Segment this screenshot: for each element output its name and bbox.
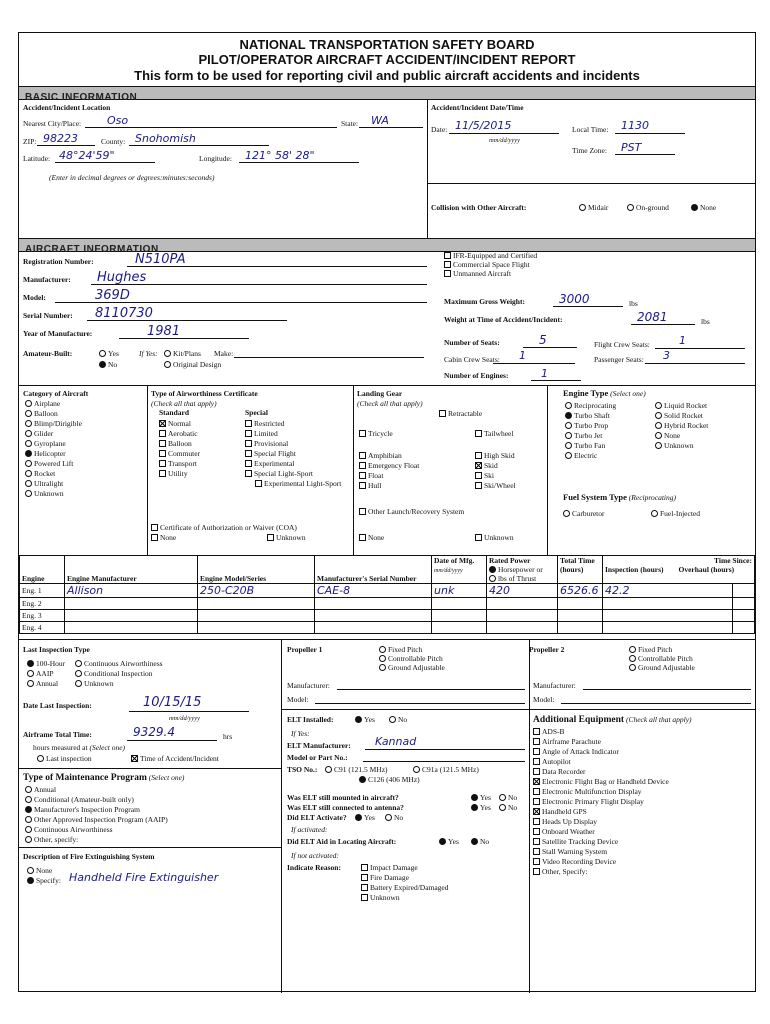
city-label: Nearest City/Place:	[23, 119, 82, 128]
equip-6[interactable]: Electronic Multifunction Display	[533, 787, 642, 796]
airframe-time-label: Airframe Total Time:	[23, 730, 92, 739]
registration-value[interactable]: N510PA	[135, 252, 186, 267]
equip-4[interactable]: Data Recorder	[533, 767, 586, 776]
spc-cert-checkbox[interactable]	[245, 430, 252, 437]
equip-title: Additional Equipment (Check all that apply)	[533, 715, 692, 725]
section-aircraft-info: AIRCRAFT INFORMATION	[19, 238, 755, 252]
form-subtitle: PILOT/OPERATOR AIRCRAFT ACCIDENT/INCIDENT REPORT	[198, 52, 576, 67]
gear-retractable[interactable]	[439, 410, 446, 417]
measured-accident-time[interactable]	[131, 755, 138, 762]
longitude-label: Longitude:	[199, 154, 232, 163]
category-radio[interactable]	[25, 460, 32, 467]
fire-value[interactable]: Handheld Fire Extinguisher	[69, 871, 219, 884]
engine-type-r0[interactable]: Liquid Rocket	[655, 401, 707, 410]
date-inspection-value[interactable]: 10/15/15	[143, 695, 202, 710]
engines-value[interactable]: 1	[541, 367, 548, 380]
gear-emergency-float[interactable]	[359, 462, 366, 469]
engine-mfr-cell[interactable]	[65, 610, 198, 622]
maint-3[interactable]: Other Approved Inspection Program (AAIP)	[25, 815, 168, 824]
engine-mfr-cell[interactable]: Allison	[65, 584, 198, 598]
category-9[interactable]: Unknown	[25, 489, 64, 498]
spc-cert-checkbox[interactable]	[245, 470, 252, 477]
radio-none[interactable]	[691, 204, 698, 211]
std-cert-3[interactable]: Commuter	[159, 449, 200, 458]
tso-label: TSO No.:	[287, 765, 318, 774]
engine-ovh-cell[interactable]	[732, 598, 754, 610]
unmanned[interactable]: Unmanned Aircraft	[444, 269, 511, 278]
spc-cert-6[interactable]: Experimental Light-Sport	[255, 479, 341, 488]
gear-high-skid[interactable]	[475, 452, 482, 459]
engine-insp-cell[interactable]	[603, 622, 733, 634]
radio-midair[interactable]	[579, 204, 586, 211]
engine-tt-cell[interactable]	[558, 610, 603, 622]
table-row: Eng. 1 Allison 250-C20B CAE-8 unk 420 6526.6 42.2	[20, 584, 755, 598]
engine-type-title: Engine Type (Select one)	[563, 388, 646, 398]
engine-model-cell[interactable]	[198, 598, 315, 610]
engine-power-cell[interactable]	[487, 622, 558, 634]
insp-100hour[interactable]	[27, 660, 34, 667]
elt-reason-0[interactable]: Impact Damage	[361, 863, 418, 872]
longitude-value[interactable]: 121° 58' 28"	[245, 149, 315, 162]
location-title: Accident/Incident Location	[23, 103, 111, 112]
engine-mfr-cell[interactable]	[65, 622, 198, 634]
category-radio[interactable]	[25, 490, 32, 497]
category-7[interactable]: Rocket	[25, 469, 55, 478]
insp-aaip[interactable]	[27, 670, 34, 677]
state-label: State:	[341, 119, 359, 128]
elt-installed-yes[interactable]	[355, 716, 362, 723]
tso-c126[interactable]	[359, 776, 366, 783]
engine-type-5[interactable]: Electric	[565, 451, 597, 460]
gear-unknown[interactable]	[475, 534, 482, 541]
engine-sn-cell[interactable]	[315, 622, 432, 634]
insp-conditional[interactable]	[75, 670, 82, 677]
engine-type-3[interactable]: Turbo Jet	[565, 431, 602, 440]
collision-onground[interactable]: On-ground	[627, 203, 669, 212]
equip-14[interactable]: Other, Specify:	[533, 867, 588, 876]
gear-hull[interactable]	[359, 482, 366, 489]
equip-0[interactable]: ADS-B	[533, 727, 565, 736]
equip-8[interactable]: Handheld GPS	[533, 807, 587, 816]
engine-model-cell[interactable]	[198, 610, 315, 622]
engine-sn-cell[interactable]	[315, 610, 432, 622]
radio-amateur-no[interactable]	[99, 361, 106, 368]
gear-none[interactable]	[359, 534, 366, 541]
category-0[interactable]: Airplane	[25, 399, 60, 408]
kit-plans[interactable]: Kit/Plans	[164, 349, 201, 358]
airframe-time-value[interactable]: 9329.4	[133, 725, 175, 739]
elt-mfr-label: ELT Manufacturer:	[287, 741, 351, 750]
engine-date-cell[interactable]	[432, 598, 487, 610]
city-value[interactable]: Oso	[107, 114, 129, 127]
passenger-seats[interactable]: 3	[663, 349, 670, 362]
std-cert-checkbox[interactable]	[159, 460, 166, 467]
std-cert-0[interactable]: Normal	[159, 419, 191, 428]
category-1[interactable]: Balloon	[25, 409, 58, 418]
engine-type-r1[interactable]: Solid Rocket	[655, 411, 703, 420]
category-2[interactable]: Blimp/Dirigible	[25, 419, 82, 428]
amateur-no[interactable]: No	[99, 360, 117, 369]
spc-cert-checkbox[interactable]	[245, 460, 252, 467]
spc-cert-checkbox[interactable]	[245, 440, 252, 447]
gear-float[interactable]	[359, 472, 366, 479]
coa-none[interactable]: None	[151, 533, 176, 542]
local-time-label: Local Time:	[572, 125, 609, 134]
seats-value[interactable]: 5	[539, 333, 547, 347]
manufacturer-value[interactable]: Hughes	[97, 270, 147, 285]
spc-cert-checkbox[interactable]	[255, 480, 262, 487]
table-row: Eng. 4	[20, 622, 755, 634]
county-value[interactable]: Snohomish	[135, 132, 196, 145]
serial-label: Serial Number:	[23, 311, 73, 320]
engine-power-cell[interactable]: 420	[487, 584, 558, 598]
flight-crew-seats[interactable]: 1	[679, 334, 686, 347]
table-row: Eng. 3	[20, 610, 755, 622]
date-format: mm/dd/yyyy	[489, 137, 521, 144]
engine-sn-cell[interactable]	[315, 598, 432, 610]
date-inspection-label: Date Last Inspection:	[23, 701, 92, 710]
equip-7[interactable]: Electronic Primary Flight Display	[533, 797, 644, 806]
engines-label: Number of Engines:	[444, 371, 509, 380]
datetime-title: Accident/Incident Date/Time	[431, 103, 524, 112]
spc-cert-4[interactable]: Experimental	[245, 459, 294, 468]
category-radio[interactable]	[25, 420, 32, 427]
maint-1[interactable]: Conditional (Amateur-built only)	[25, 795, 134, 804]
engine-insp-cell[interactable]	[603, 610, 733, 622]
zip-label: ZIP:	[23, 137, 37, 146]
seats-label: Number of Seats:	[444, 338, 500, 347]
engine-type-0[interactable]: Reciprocating	[565, 401, 616, 410]
fire-specify[interactable]	[27, 877, 34, 884]
fuel-injected[interactable]: Fuel-Injected	[651, 509, 700, 518]
county-label: County:	[101, 137, 126, 146]
local-time-value[interactable]: 1130	[621, 119, 649, 132]
radio-amateur-yes[interactable]	[99, 350, 106, 357]
latitude-label: Latitude:	[23, 154, 51, 163]
mgw-label: Maximum Gross Weight:	[444, 297, 525, 306]
latitude-value[interactable]: 48°24'59"	[59, 149, 115, 162]
section-basic-info: BASIC INFORMATION	[19, 86, 755, 100]
std-cert-checkbox[interactable]	[159, 440, 166, 447]
model-label: Model:	[23, 293, 46, 302]
time-zone-value[interactable]: PST	[621, 141, 642, 154]
date-label: Date:	[431, 125, 448, 134]
std-cert-checkbox[interactable]	[159, 420, 166, 427]
mgw-value[interactable]: 3000	[559, 292, 590, 306]
engine-ovh-cell[interactable]	[732, 584, 754, 598]
serial-value[interactable]: 8110730	[95, 306, 153, 321]
amateur-label: Amateur-Built:	[23, 349, 73, 358]
coord-note: (Enter in decimal degrees or degrees:minutes:seconds)	[49, 173, 215, 182]
equip-9[interactable]: Heads Up Display	[533, 817, 597, 826]
last-inspection-title: Last Inspection Type	[23, 645, 90, 654]
weight-value[interactable]: 2081	[637, 310, 668, 324]
fire-none[interactable]	[27, 867, 34, 874]
date-value[interactable]: 11/5/2015	[455, 119, 512, 132]
engine-type-1[interactable]: Turbo Shaft	[565, 411, 610, 420]
measured-last-inspection[interactable]	[37, 755, 44, 762]
form-purpose: This form to be used for reporting civil and public aircraft accidents and incidents	[134, 68, 640, 83]
engine-power-cell[interactable]	[487, 610, 558, 622]
year-value[interactable]: 1981	[147, 324, 181, 339]
gear-skid[interactable]	[475, 462, 482, 469]
maint-4[interactable]: Continuous Airworthiness	[25, 825, 113, 834]
elt-reason-2[interactable]: Battery Expired/Damaged	[361, 883, 449, 892]
propeller1-title: Propeller 1	[287, 645, 323, 654]
elt-reason-1[interactable]: Fire Damage	[361, 873, 409, 882]
elt-model-label: Model or Part No.:	[287, 753, 348, 762]
engine-date-cell[interactable]: unk	[432, 584, 487, 598]
cabin-crew-seats[interactable]: 1	[519, 349, 526, 362]
engine-mfr-cell[interactable]	[65, 598, 198, 610]
maint-title: Type of Maintenance Program (Select one)	[23, 773, 185, 783]
gear-other-launch[interactable]	[359, 508, 366, 515]
spc-cert-checkbox[interactable]	[245, 450, 252, 457]
spc-cert-checkbox[interactable]	[245, 420, 252, 427]
engine-tt-cell[interactable]	[558, 598, 603, 610]
collision-midair[interactable]: Midair	[579, 203, 608, 212]
engine-type-2[interactable]: Turbo Prop	[565, 421, 608, 430]
fuel-title: Fuel System Type (Reciprocating)	[563, 492, 677, 502]
gear-tricycle[interactable]	[359, 430, 366, 437]
engine-date-cell[interactable]	[432, 622, 487, 634]
category-radio[interactable]	[25, 440, 32, 447]
spc-cert-1[interactable]: Limited	[245, 429, 278, 438]
year-label: Year of Manufacture:	[23, 329, 93, 338]
spc-cert-3[interactable]: Special Flight	[245, 449, 296, 458]
engine-type-r4[interactable]: Unknown	[655, 441, 694, 450]
ifr-equipped[interactable]: IFR-Equipped and Certified	[444, 251, 537, 260]
std-cert-checkbox[interactable]	[159, 430, 166, 437]
equip-3[interactable]: Autopilot	[533, 757, 571, 766]
spc-cert-2[interactable]: Provisional	[245, 439, 288, 448]
category-radio[interactable]	[25, 450, 32, 457]
radio-onground[interactable]	[627, 204, 634, 211]
commercial-space[interactable]: Commercial Space Flight	[444, 260, 530, 269]
engine-power-cell[interactable]	[487, 598, 558, 610]
std-cert-2[interactable]: Balloon	[159, 439, 192, 448]
zip-value[interactable]: 98223	[43, 132, 78, 145]
engine-type-r2[interactable]: Hybrid Rocket	[655, 421, 708, 430]
engine-tt-cell[interactable]	[558, 622, 603, 634]
elt-installed-label: ELT Installed:	[287, 715, 334, 724]
category-6[interactable]: Powered Lift	[25, 459, 73, 468]
gear-title: Landing Gear	[357, 389, 403, 398]
ntsb-form: NATIONAL TRANSPORTATION SAFETY BOARD PILOT/OPERATOR AIRCRAFT ACCIDENT/INCIDENT REPORT This form to be used for reporting civil and public aircraft accidents and incidents BASIC INFORMATION Accident/Incident Location Nearest City/Place: Oso State: WA ZIP: 98223 County: Snohomish Latitude: 48°24'59" Longitude: 121° 58' 28" (Enter in decimal degrees or degrees:minutes:seconds) Accident/Incident Date/Time Date: 11/5/2015 mm/dd/yyyy Local Time: 1130 Time Zone: PST Collision with Other Aircraft: Midair On-ground None AIRCRAFT INFORMATION Registration Number: N510PA Manufacturer: Hughes Model: 369D Serial Number: 8110730 Year of Manufacture: 1981 Amateur-Built: Yes No If Yes: Kit/Plans Original Design Make: IFR-Equipped and Certified Commercial Space Flight Unmanned Aircraft Maximum Gross Weight: 3000 lbs Weight at Time of Accident/Incident: 2081 lbs Number of Seats: 5 Flight Crew Seats: 1 Cabin Crew Seats: 1 Passenger Seats: 3 Number of Engines: 1 Category of Aircraft Type of Airworthiness Certificate (Check all that apply) Standard Special Certificate of Authorization or Waiver (COA) None Unknown Landing Gear (Check all that apply) Retractable Tricycle Tailwheel Amphibian High Skid Emergency Float Skid Float Ski Hull Ski/Wheel Other Launch/Recovery System None Unknown Engine Type (Select one) Fuel System Type (Reciprocating) Carburetor Fuel-Injected Engine Engine Manufacturer Engine Model/Series Manufacturer's Serial Number Date of Mfg. mm/dd/yyyy Rated Power Horsepower or lbs of Thrust Total Time (hours) Time Since: Inspection (hours) Overhaul (hours) Eng. 1 Allison 250-C20B CAE-8 unk 420 6526.6 42.2 Eng. 2 Eng. 3 Eng. 4 Last Inspection Type 100-Hour Continuous Airworthiness AAIP Conditional Inspection Annual Unknown Date Last Inspection: 10/15/15 mm/dd/yyyy Airframe Total Time: 9329.4 hrs hours measured at (Select one) Last inspection Time of Accident/Incident Type of Maintenance Program (Select one) Description of Fire Extinguishing System None Specify: Handheld Fire Extinguisher Propeller 1 Fixed Pitch Controllable Pitch Ground Adjustable Manufacturer: Model: Propeller 2 Fixed Pitch Controllable Pitch Ground Adjustable Manufacturer: Model: ELT Installed: Yes No If Yes: ELT Manufacturer: Kannad Model or Part No.: TSO No.: C91 (121.5 MHz) C91a (121.5 MHz) C126 (406 MHz) Was ELT still mounted in aircraft? Yes No Was ELT still connected to antenna? Yes No Did ELT Activate? Yes No If activated: Did ELT Aid in Locating Aircraft: Yes No If not activated: Indicate Reason: Additional Equipment (Check all that apply) Airplane Balloon Blimp/Dirigible Glider Gyroplane Helicopter Powered Lift Rocket Ultralight Unknown Normal Aerobatic Balloon Commuter Transport Utility Restricted Limited Provisional Special Flight Experimental Special Light-Sport Experimental Light-Sport Reciprocating Turbo Shaft Turbo Prop Turbo Jet Turbo Fan Electric Liquid Rocket Solid Rocket Hybrid Rocket None Unknown Annual Conditional (Amateur-built only) Manufacturer's Inspection Program Other Approved Inspection Program (AAIP) Continuous Airworthiness Other, specify: Impact Damage Fire Damage Battery Expired/Damaged Unknown ADS-B Airframe Parachute Angle of Attack Indicator Autopilot Data Recorder Electronic Flight Bag or Handheld Device Electronic Multifunction Display Electronic Primary Flight Display Handheld GPS Heads Up Display Onboard Weather Satellite Tracking Device Stall Warning System Video Recording Device Other, Specify:	[18, 32, 756, 992]
maint-0[interactable]: Annual	[25, 785, 56, 794]
fuel-carburetor[interactable]: Carburetor	[563, 509, 605, 518]
elt-installed-no[interactable]	[389, 716, 396, 723]
category-radio[interactable]	[25, 430, 32, 437]
std-cert-5[interactable]: Utility	[159, 469, 188, 478]
collision-label: Collision with Other Aircraft:	[431, 203, 527, 212]
equip-11[interactable]: Satellite Tracking Device	[533, 837, 618, 846]
engine-model-cell[interactable]: 250-C20B	[198, 584, 315, 598]
gear-amphibian[interactable]	[359, 452, 366, 459]
category-3[interactable]: Glider	[25, 429, 53, 438]
category-radio[interactable]	[25, 480, 32, 487]
insp-unknown[interactable]	[75, 680, 82, 687]
gear-ski[interactable]	[475, 472, 482, 479]
engine-insp-cell[interactable]: 42.2	[603, 584, 733, 598]
amateur-yes[interactable]: Yes	[99, 349, 119, 358]
fire-title: Description of Fire Extinguishing System	[23, 852, 155, 861]
airworthiness-title: Type of Airworthiness Certificate	[151, 389, 258, 398]
std-cert-checkbox[interactable]	[159, 470, 166, 477]
category-5[interactable]: Helicopter	[25, 449, 66, 458]
category-8[interactable]: Ultralight	[25, 479, 63, 488]
category-4[interactable]: Gyroplane	[25, 439, 66, 448]
gear-tailwheel[interactable]	[475, 430, 482, 437]
registration-label: Registration Number:	[23, 257, 94, 266]
equip-13[interactable]: Video Recording Device	[533, 857, 616, 866]
elt-mfr-value[interactable]: Kannad	[375, 735, 417, 748]
equip-2[interactable]: Angle of Attack Indicator	[533, 747, 619, 756]
engine-tt-cell[interactable]: 6526.6	[558, 584, 603, 598]
std-cert-4[interactable]: Transport	[159, 459, 197, 468]
std-cert-checkbox[interactable]	[159, 450, 166, 457]
maint-2[interactable]: Manufacturer's Inspection Program	[25, 805, 140, 814]
model-value[interactable]: 369D	[95, 288, 130, 303]
original-design[interactable]: Original Design	[164, 360, 221, 369]
engine-date-cell[interactable]	[432, 610, 487, 622]
engine-sn-cell[interactable]: CAE-8	[315, 584, 432, 598]
coa-unknown[interactable]: Unknown	[267, 533, 306, 542]
engine-table: Engine Engine Manufacturer Engine Model/Series Manufacturer's Serial Number Date of Mfg. mm/dd/yyyy Rated Power Horsepower or lbs of Thrust Total Time (hours) Time Since: Inspection (hours) Overhaul (hours) Eng. 1 Allison 250-C20B CAE-8 unk 420 6526.6 42.2 Eng. 2 Eng. 3 Eng. 4	[19, 555, 755, 634]
engine-ovh-cell[interactable]	[732, 622, 754, 634]
state-value[interactable]: WA	[371, 114, 389, 127]
insp-annual[interactable]	[27, 680, 34, 687]
weight-label: Weight at Time of Accident/Incident:	[444, 315, 563, 324]
table-row: Eng. 2	[20, 598, 755, 610]
std-cert-1[interactable]: Aerobatic	[159, 429, 198, 438]
equip-5[interactable]: Electronic Flight Bag or Handheld Device	[533, 777, 669, 786]
equip-10[interactable]: Onboard Weather	[533, 827, 595, 836]
spc-cert-0[interactable]: Restricted	[245, 419, 284, 428]
time-zone-label: Time Zone:	[572, 146, 607, 155]
elt-reason-3[interactable]: Unknown	[361, 893, 400, 902]
collision-none[interactable]: None	[691, 203, 716, 212]
engine-type-r3[interactable]: None	[655, 431, 680, 440]
form-title: NATIONAL TRANSPORTATION SAFETY BOARD	[239, 37, 535, 52]
propeller2-title: Propeller 2	[529, 645, 565, 654]
gear-ski-wheel[interactable]	[475, 482, 482, 489]
category-title: Category of Aircraft	[23, 389, 89, 398]
manufacturer-label: Manufacturer:	[23, 275, 71, 284]
engine-type-4[interactable]: Turbo Fan	[565, 441, 605, 450]
category-radio[interactable]	[25, 470, 32, 477]
equip-1[interactable]: Airframe Parachute	[533, 737, 601, 746]
category-radio[interactable]	[25, 400, 32, 407]
spc-cert-5[interactable]: Special Light-Sport	[245, 469, 313, 478]
engine-ovh-cell[interactable]	[732, 610, 754, 622]
equip-12[interactable]: Stall Warning System	[533, 847, 607, 856]
engine-model-cell[interactable]	[198, 622, 315, 634]
coa-checkbox[interactable]: Certificate of Authorization or Waiver (COA)	[151, 523, 297, 532]
engine-insp-cell[interactable]	[603, 598, 733, 610]
category-radio[interactable]	[25, 410, 32, 417]
maint-5[interactable]: Other, specify:	[25, 835, 78, 844]
insp-continuous[interactable]	[75, 660, 82, 667]
